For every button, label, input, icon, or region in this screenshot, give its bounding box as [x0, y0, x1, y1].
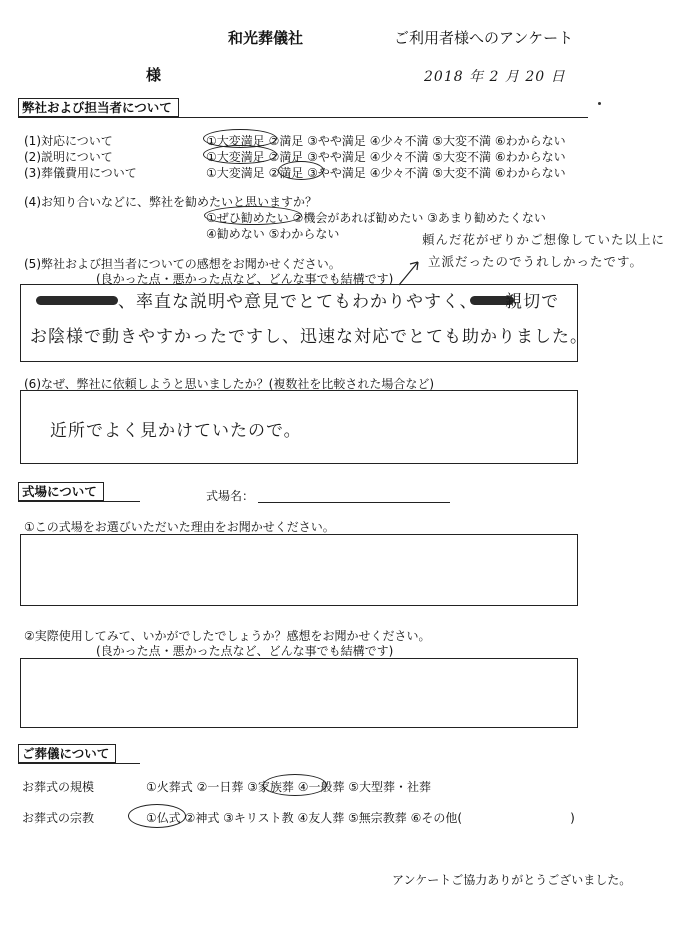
- q5-hint: (良かった点・悪かった点など、どんな事でも結構です): [96, 272, 394, 286]
- section-divider: [18, 763, 140, 764]
- funeral-religion-label: お葬式の宗教: [22, 811, 95, 825]
- q2-label: (2)説明について: [24, 150, 113, 164]
- name-suffix: 様: [146, 66, 162, 84]
- funeral-scale-label: お葬式の規模: [22, 780, 95, 794]
- venue-q2-label: ②実際使用してみて、いかがでしたでしょうか？感想をお聞かせください。: [24, 629, 431, 643]
- stray-mark: [598, 102, 601, 105]
- venue-q2-hint: (良かった点・悪かった点など、どんな事でも結構です): [96, 644, 394, 658]
- section-heading-company: 弊社および担当者について: [18, 98, 179, 117]
- q5-note-line2: 立派だったのでうれしかったです。: [428, 254, 644, 269]
- venue-q1-label: ①この式場をお選びいただいた理由をお聞かせください。: [24, 520, 335, 534]
- funeral-scale-options: ①火葬式 ②一日葬 ③家族葬 ④一般葬 ⑤大型葬・社葬: [146, 780, 432, 794]
- q5-label: (5)弊社および担当者についての感想をお聞かせください。: [24, 257, 341, 271]
- q4-answer-circle: [204, 206, 302, 225]
- q1-label: (1)対応について: [24, 134, 113, 148]
- section-heading-venue: 式場について: [18, 482, 104, 501]
- venue-q1-answer-box: [20, 534, 578, 606]
- q6-label: (6)なぜ、弊社に依頼しようと思いましたか？(複数社を比較された場合など): [24, 377, 435, 391]
- venue-q2-answer-box: [20, 658, 578, 728]
- q3-answer-circle: [278, 161, 324, 180]
- section-divider: [18, 117, 588, 118]
- section-divider: [18, 501, 140, 502]
- survey-title: ご利用者様へのアンケート: [394, 29, 574, 47]
- q6-answer: 近所でよく見かけていたので。: [50, 421, 302, 441]
- q2-answer-circle: [203, 145, 277, 164]
- venue-name-line: [258, 502, 450, 503]
- company-name: 和光葬儀社: [228, 29, 304, 47]
- q2-options: ①大変満足 ②満足 ③やや満足 ④少々不満 ⑤大変不満 ⑥わからない: [206, 150, 566, 164]
- q1-options: ①大変満足 ②満足 ③やや満足 ④少々不満 ⑤大変不満 ⑥わからない: [206, 134, 566, 148]
- funeral-religion-options: ①仏式 ②神式 ③キリスト教 ④友人葬 ⑤無宗教葬 ⑥その他( ): [146, 811, 575, 825]
- q3-options: ①大変満足 ②満足 ③やや満足 ④少々不満 ⑤大変不満 ⑥わからない: [206, 166, 566, 180]
- survey-date: 2018 年 2 月 20 日: [424, 69, 566, 85]
- section-heading-funeral: ご葬儀について: [18, 744, 116, 763]
- funeral-scale-answer-circle: [263, 774, 327, 796]
- q5-answer-line1: 、率直な説明や意見でとてもわかりやすく、 親切で: [118, 292, 560, 312]
- q4-options-line1: ①ぜひ勧めたい ②機会があれば勧めたい ③あまり勧めたくない: [206, 211, 546, 225]
- closing-thanks: アンケートご協力ありがとうございました。: [392, 873, 632, 887]
- q5-answer-line2: お陰様で動きやすかったですし、迅速な対応でとても助かりました。: [30, 327, 588, 347]
- q4-label: (4)お知り合いなどに、弊社を勧めたいと思いますか？: [24, 195, 318, 209]
- venue-name-label: 式場名：: [206, 489, 255, 503]
- funeral-religion-answer-circle: [128, 804, 186, 828]
- q5-note-line1: 頼んだ花がぜりかご想像していた以上に: [422, 232, 666, 247]
- q4-options-line2: ④勧めない ⑤わからない: [206, 227, 340, 241]
- redacted-name: [36, 296, 118, 305]
- q3-label: (3)葬儀費用について: [24, 166, 137, 180]
